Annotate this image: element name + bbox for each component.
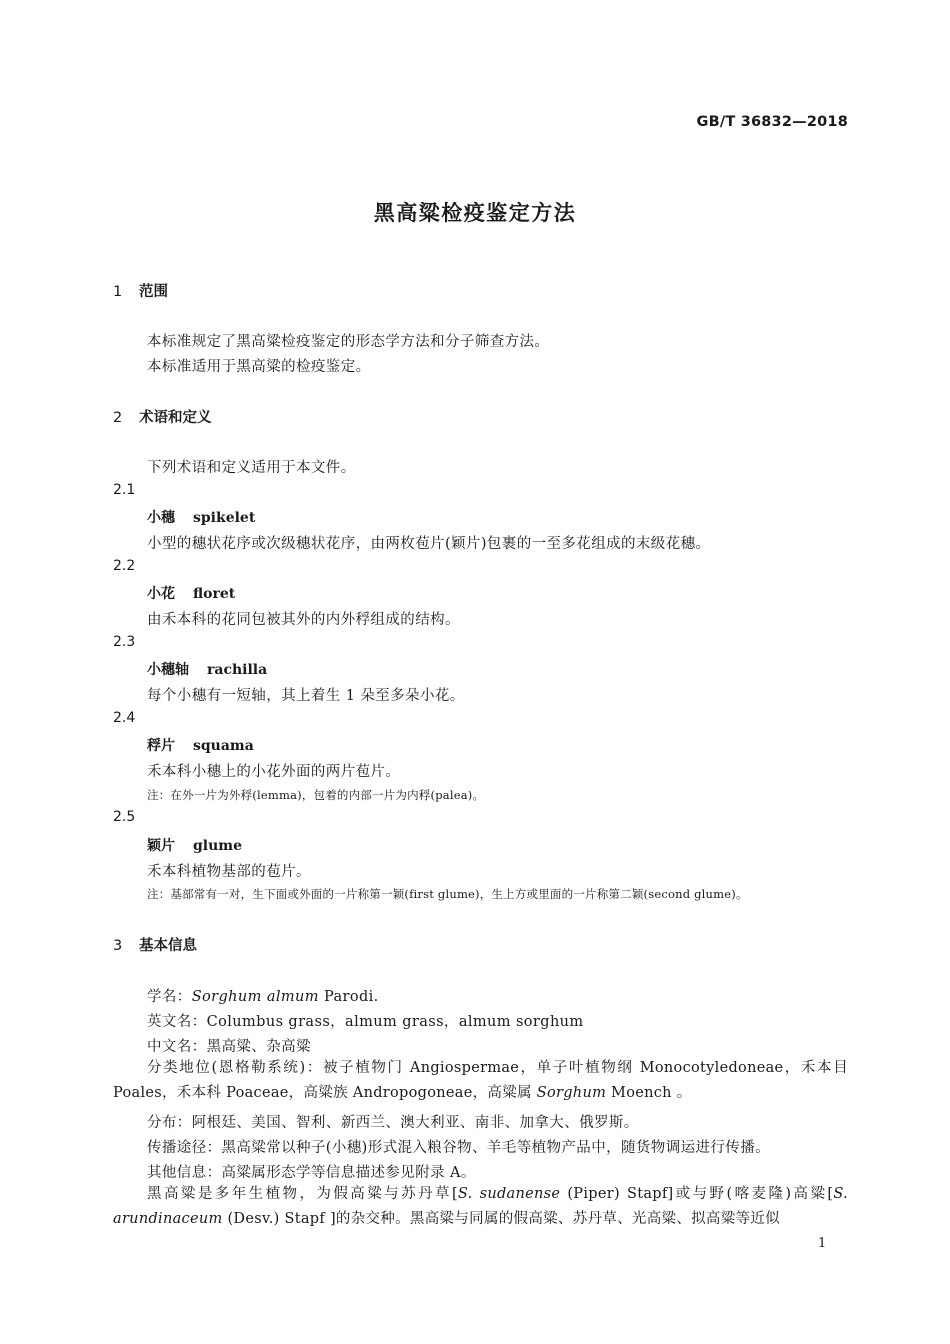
term-definition: 禾本科植物基部的苞片。 (147, 864, 311, 880)
section-2-heading (113, 406, 212, 427)
term-zh: 小穗轴 (147, 662, 189, 678)
term-heading (147, 583, 235, 603)
author: Parodi. (318, 989, 379, 1005)
term-definition: 由禾本科的花同包被其外的内外稃组成的结构。 (147, 612, 460, 628)
text: 分类地位(恩格勒系统)：被子植物门 Angiospermae，单子叶植物纲 Monocotyledoneae，禾本目 Poales，禾本科 Poaceae，高粱族 Andropogoneae，高粱属 (113, 1060, 848, 1101)
section-3-heading (113, 934, 197, 955)
other-info: 其他信息：高粱属形态学等信息描述参见附录 A。 (147, 1165, 476, 1181)
text: 黑高粱是多年生植物，为假高粱与苏丹草[ (147, 1186, 458, 1202)
term-heading (147, 835, 242, 855)
section-title: 范围 (139, 284, 168, 300)
term-number: 2.1 (113, 482, 136, 498)
label: 学名： (147, 989, 192, 1005)
term-definition: 每个小穗有一短轴，其上着生 1 朵至多朵小花。 (147, 688, 465, 704)
term-en: floret (193, 586, 236, 602)
term-en: glume (193, 838, 243, 854)
standard-code: GB/T 36832—2018 (696, 114, 848, 130)
term-en: squama (193, 738, 254, 754)
section-title: 术语和定义 (139, 410, 212, 426)
term-zh: 小穗 (147, 510, 175, 526)
term-definition: 禾本科小穗上的小花外面的两片苞片。 (147, 764, 401, 780)
term-en: rachilla (207, 662, 268, 678)
scientific-name (147, 985, 379, 1006)
term-zh: 颖片 (147, 838, 175, 854)
distribution: 分布：阿根廷、美国、智利、新西兰、澳大利亚、南非、加拿大、俄罗斯。 (147, 1115, 639, 1131)
term-number: 2.5 (113, 809, 136, 825)
chinese-name: 中文名：黑高粱、杂高粱 (147, 1039, 311, 1055)
section-number: 2 (113, 410, 123, 426)
paragraph: 本标准适用于黑高粱的检疫鉴定。 (147, 359, 371, 375)
term-heading (147, 659, 267, 679)
transmission: 传播途径：黑高粱常以种子(小穗)形式混入粮谷物、羊毛等植物产品中，随货物调运进行传播。 (147, 1140, 771, 1156)
genus-name: Sorghum (536, 1085, 607, 1101)
term-heading (147, 507, 255, 527)
english-name: 英文名：Columbus grass，almum grass，almum sorghum (147, 1014, 584, 1030)
term-number: 2.4 (113, 710, 136, 726)
paragraph: 本标准规定了黑高粱检疫鉴定的形态学方法和分子筛查方法。 (147, 334, 550, 350)
section-number: 1 (113, 284, 123, 300)
paragraph: 下列术语和定义适用于本文件。 (147, 460, 356, 476)
species-name: S. arundinaceum (113, 1186, 848, 1227)
description-paragraph (113, 1182, 848, 1232)
term-zh: 小花 (147, 586, 175, 602)
document-title: 黑高粱检疫鉴定方法 (373, 201, 577, 225)
text: Moench 。 (606, 1085, 692, 1101)
term-note: 注：在外一片为外稃(lemma)，包着的内部一片为内稃(palea)。 (147, 788, 485, 802)
section-title: 基本信息 (139, 938, 197, 954)
term-en: spikelet (193, 510, 256, 526)
section-1-heading (113, 280, 168, 301)
taxonomy-paragraph (113, 1056, 848, 1106)
term-zh: 稃片 (147, 738, 175, 754)
term-heading (147, 735, 254, 755)
species-name: S. sudanense (457, 1186, 561, 1202)
term-number: 2.2 (113, 558, 136, 574)
page-number: 1 (818, 1236, 827, 1251)
species-name: Sorghum almum (191, 989, 319, 1005)
text: (Desv.) Stapf ]的杂交种。黑高粱与同属的假高粱、苏丹草、光高粱、拟高粱等近似 (222, 1211, 780, 1227)
term-definition: 小型的穗状花序或次级穗状花序，由两枚苞片(颖片)包裹的一至多花组成的末级花穗。 (147, 536, 711, 552)
section-number: 3 (113, 938, 123, 954)
term-note: 注：基部常有一对，生下面或外面的一片称第一颖(first glume)，生上方或里面的一片称第二颖(second glume)。 (147, 887, 748, 901)
term-number: 2.3 (113, 634, 136, 650)
text: (Piper) Stapf]或与野(喀麦隆)高粱[ (560, 1186, 834, 1202)
